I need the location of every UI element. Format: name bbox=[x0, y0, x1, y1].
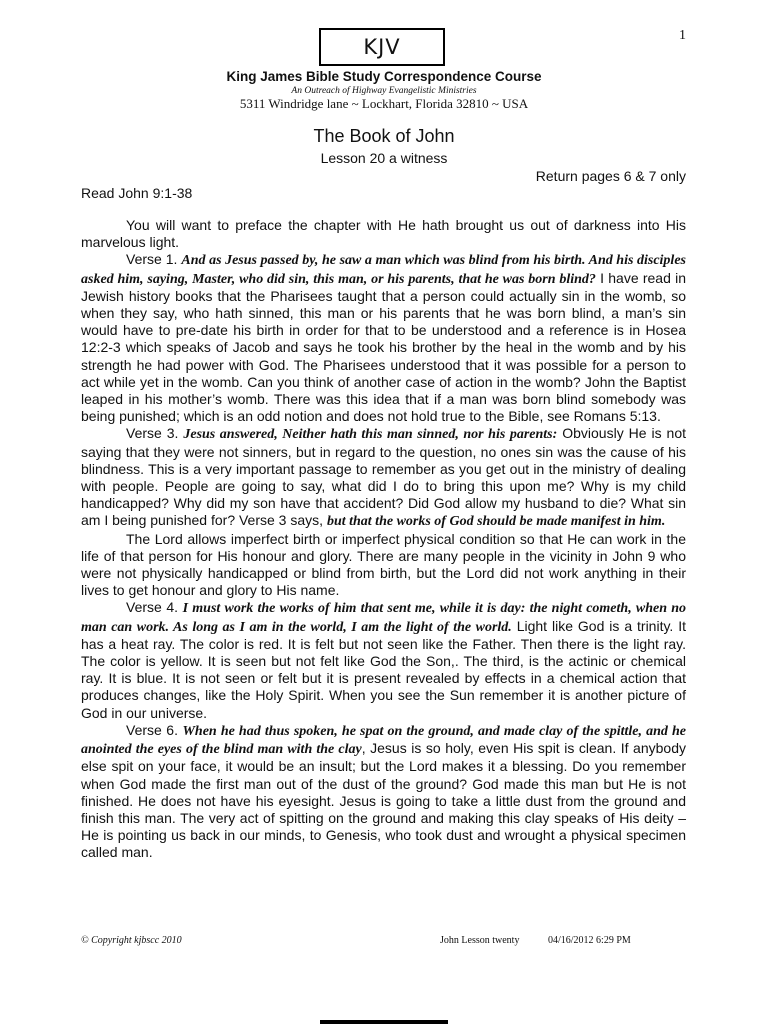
commentary-text: I have read in Jewish history books that the Pharisees taught that a person could actually sin in the womb, so when they say, who hath sinned, this man or his parents that he was born blind, a man’s sin would have to pre-date his birth in order for that to be understood and a reference is in Hosea 12:2-3 which speaks of Jacob and says he took his brother by the heal in the womb and by his strength he had power with God. The Pharisees understood that it was possible for a person to act while yet in the womb. Can you think of another case of action in the womb? John the Baptist leaped in his mother’s womb. There was this idea that if a man was born blind somebody was being punished; which is an odd notion and does not hold true to the Bible, see Romans 5:13. bbox=[81, 269, 686, 425]
paragraph-verse-1 bbox=[81, 251, 686, 425]
paragraph-imperfect-birth bbox=[81, 531, 686, 600]
page-number: 1 bbox=[679, 28, 686, 43]
kjv-badge: KJV bbox=[319, 28, 445, 66]
bottom-rule bbox=[320, 1020, 448, 1024]
commentary-text: Obviously He is not saying that they were not sinners, but in regard to the question, no ones sin was the cause of his blindness. This is a very important passage to remember as you get out in the ministry of dealing with people. People are going to say, what did I do to bring this upon me? Why is my child handicapped? Why did my son have that accident? Did God allow my husband to die? What sin am I being punished for? Verse 3 says, bbox=[81, 425, 686, 529]
commentary-text: , Jesus is so holy, even His spit is clean. If anybody else spit on your face, it would be an insult; but the Lord makes it a blessing. Do you remember when God made the first man out of the dust of the ground? God made this man but He is not finished. He does not have his eyesight. Jesus is going to take a little dust from the ground and finish this man. The very act of spitting on the ground and making this clay speaks of His deity – He is pointing us back in our minds, to Genesis, who took dust and wrought a physical specimen called man. bbox=[81, 740, 686, 861]
lesson-body bbox=[81, 217, 686, 862]
paragraph-verse-4 bbox=[81, 599, 686, 721]
paragraph-intro bbox=[81, 217, 686, 251]
paragraph-text: You will want to preface the chapter with He hath brought us out of darkness into His marvelous light. bbox=[81, 217, 686, 251]
verse-lead: Verse 3. bbox=[126, 425, 184, 442]
scripture-quote: And as Jesus passed by, he saw a man which was blind from his birth. And his disciples asked him, saying, Master, who did sin, this man, or his parents, that he was born blind? bbox=[81, 253, 686, 287]
timestamp-footer: 04/16/2012 6:29 PM bbox=[548, 935, 631, 946]
verse-lead: Verse 6. bbox=[126, 721, 183, 738]
paragraph-verse-3 bbox=[81, 425, 686, 530]
commentary-text: The Lord allows imperfect birth or imperfect physical condition so that He can work in the life of that person for His honour and glory. There are many people in the vicinity in John 9 who were not physically handicapped or blind from birth, but the Lord did not work anything in their lives to get honour and glory to His name. bbox=[81, 530, 686, 599]
scripture-quote: I must work the works of him that sent me, while it is day: the night cometh, when no man can work. As long as I am in the world, I am the light of the world. bbox=[81, 601, 686, 635]
verse-lead: Verse 4. bbox=[126, 599, 183, 616]
reading-assignment: Read John 9:1-38 bbox=[81, 185, 193, 201]
outreach-line: An Outreach of Highway Evangelistic Ministries bbox=[291, 86, 477, 96]
scripture-quote: When he had thus spoken, he spat on the ground, and made clay of the spittle, and he anointed the eyes of the blind man with the clay bbox=[81, 723, 686, 758]
return-note: Return pages 6 & 7 only bbox=[535, 168, 686, 184]
address-line: 5311 Windridge lane ~ Lockhart, Florida 32810 ~ USA bbox=[239, 96, 529, 111]
scripture-quote: Jesus answered, Neither hath this man sinned, nor his parents: bbox=[183, 427, 558, 443]
copyright-footer: © Copyright kjbscc 2010 bbox=[81, 935, 182, 946]
book-title: The Book of John bbox=[313, 126, 455, 146]
paragraph-verse-6 bbox=[81, 722, 686, 862]
verse-lead: Verse 1. bbox=[126, 251, 182, 268]
commentary-text: Light like God is a trinity. It has a heat ray. The color is red. It is felt but not seen like the Father. Then there is the light ray. The color is yellow. It is seen but not felt like God the Son,. The third, is the actinic or chemical ray. It is blue. It is not seen or felt but it is present revealed by effects in a chemical action that produces changes, like the Holy Spirit. When you see the Sun remember it is another picture of God in our universe. bbox=[81, 617, 687, 721]
lesson-subtitle: Lesson 20 a witness bbox=[320, 150, 448, 166]
scripture-quote: but that the works of God should be made manifest in him. bbox=[326, 514, 666, 530]
lesson-footer: John Lesson twenty bbox=[440, 935, 520, 946]
course-title: King James Bible Study Correspondence Course bbox=[226, 69, 542, 84]
